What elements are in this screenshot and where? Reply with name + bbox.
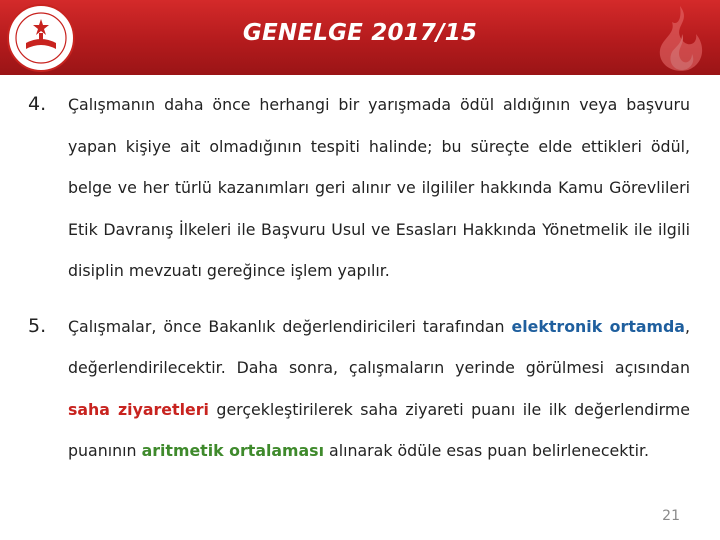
item-text: Çalışmanın daha önce herhangi bir yarışmada ödül aldığının veya başvuru yapan kişiye ait olmadığının tespiti halinde; bu süreçte elde ettikleri ödül, belge ve her türlü kazanımları geri alınır ve ilgililer hakkında Kamu Görevlileri Etik Davranış İlkeleri ile Başvuru Usul ve Esasları Hakkında Yönetmelik ile ilgili disiplin mevzuatı gereğince işlem yapılır.: [68, 95, 690, 280]
item-text-part: Çalışmalar, önce Bakanlık değerlendiricileri tarafından: [68, 316, 512, 336]
item-number: 5.: [28, 314, 47, 337]
item-text-part: gerçekleştirilerek saha ziyareti puanı ile ilk değerlendirme puanının: [68, 399, 690, 460]
highlight-electronic: elektronik ortamda: [511, 316, 685, 336]
page-number: 21: [662, 508, 680, 524]
highlight-site-visits: saha ziyaretleri: [68, 399, 209, 419]
list-item-4: [28, 84, 690, 292]
title-bar: [0, 0, 720, 75]
page-title: GENELGE 2017/15: [242, 20, 478, 46]
item-number: 4.: [28, 93, 47, 115]
content-area: [28, 84, 690, 472]
flame-icon: [642, 4, 712, 72]
list-item-5: [28, 306, 690, 472]
item-text-part: , değerlendirilecektir. Daha sonra, çalışmaların yerinde görülmesi açısından: [68, 316, 690, 377]
item-text-part: alınarak ödüle esas puan belirlenecektir.: [324, 441, 650, 460]
highlight-arithmetic-mean: aritmetik ortalaması: [141, 441, 324, 460]
